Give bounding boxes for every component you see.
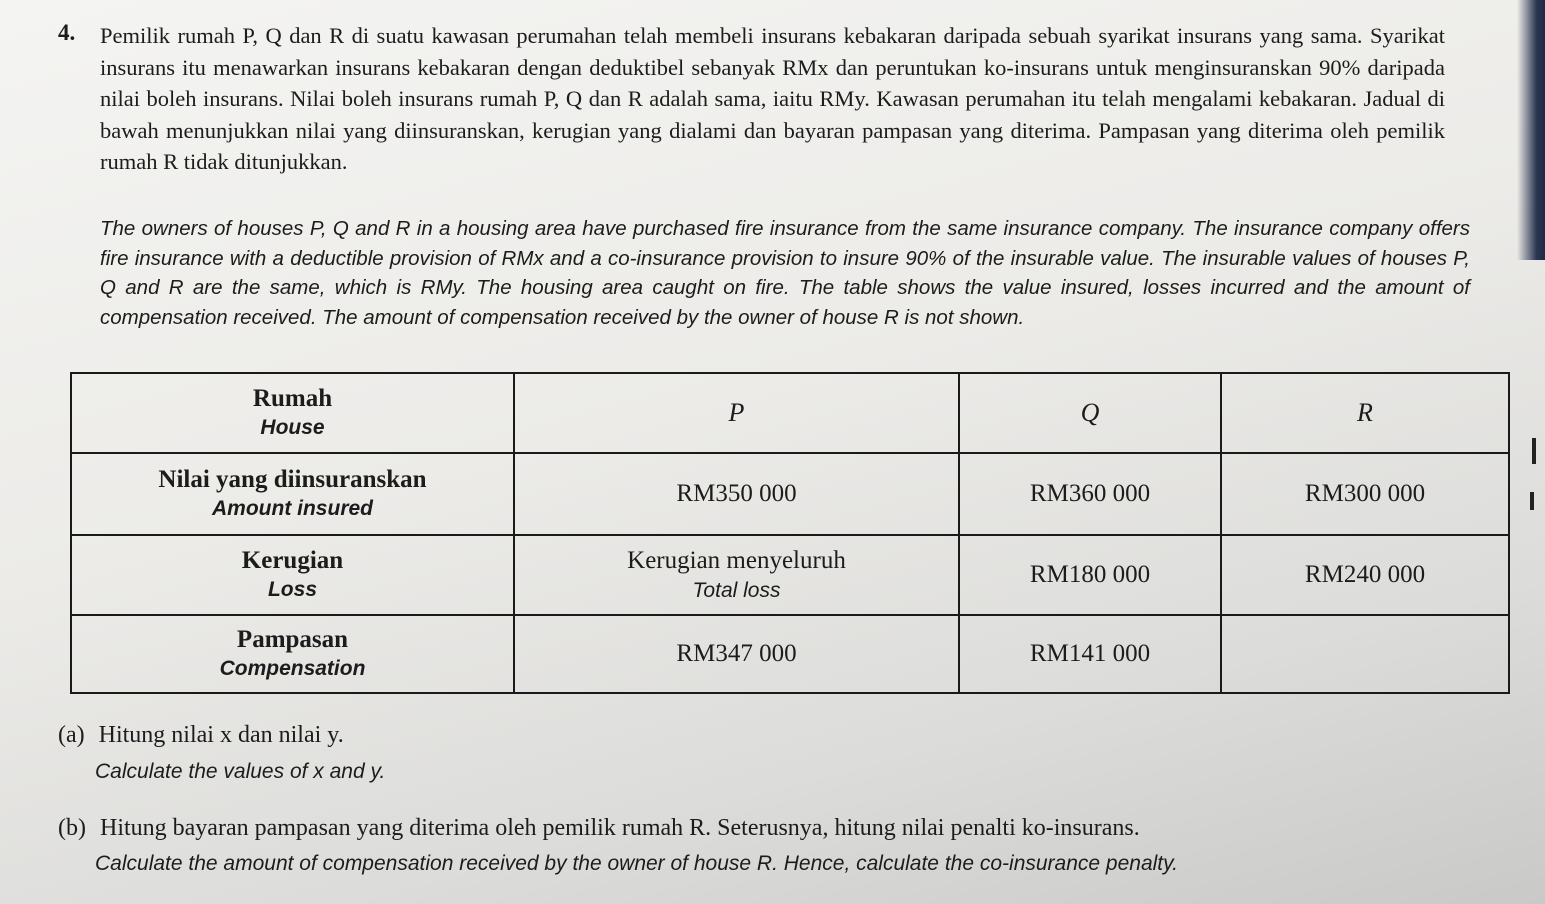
part-a	[58, 722, 344, 749]
question-number: 4.	[58, 20, 76, 45]
part-a-label: (a)	[58, 722, 85, 748]
margin-mark	[1532, 438, 1536, 464]
cell-r-loss: RM240 000	[1221, 535, 1509, 615]
page-edge-shadow	[1517, 0, 1545, 260]
header-house-label-en: House	[260, 416, 325, 439]
margin-mark	[1530, 492, 1534, 510]
row-label-cell	[71, 615, 514, 693]
cell-r-amount-insured: RM300 000	[1221, 453, 1509, 535]
cell-p-amount-insured: RM350 000	[514, 453, 959, 535]
part-a-text-en: Calculate the values of x and y.	[95, 760, 386, 783]
header-house-cell	[71, 373, 514, 453]
row-label-en: Compensation	[219, 657, 366, 680]
table-row-compensation	[71, 615, 1509, 693]
question-paragraph-english: The owners of houses P, Q and R in a housing area have purchased fire insurance from the same insurance company. The insurance company offers fire insurance with a deductible provision of RMx and a co-insurance provision to insure 90% of the insurable value. The insurable values of houses P, Q and R are the same, which is RMy. The housing area caught on fire. The table shows the value insured, losses incurred and the amount of compensation received. The amount of compensation received by the owner of house R is not shown.	[100, 217, 1470, 329]
header-col-q: Q	[959, 373, 1221, 453]
cell-p-loss-ms: Kerugian menyeluruh	[627, 547, 846, 574]
row-label-cell	[71, 453, 514, 535]
cell-q-compensation: RM141 000	[959, 615, 1221, 693]
row-label-ms: Pampasan	[236, 626, 349, 653]
row-label-ms: Nilai yang diinsuranskan	[158, 466, 427, 493]
row-label-en: Loss	[267, 578, 317, 601]
cell-r-compensation	[1221, 615, 1509, 693]
part-b-label: (b)	[58, 815, 86, 841]
header-col-r: R	[1221, 373, 1509, 453]
part-a-text-ms: Hitung nilai x dan nilai y.	[98, 722, 344, 748]
cell-p-loss	[514, 535, 959, 615]
header-house-label-ms: Rumah	[252, 385, 333, 412]
cell-p-loss-en: Total loss	[692, 579, 781, 602]
table-header-row	[71, 373, 1509, 453]
cell-p-compensation: RM347 000	[514, 615, 959, 693]
table-row-amount-insured	[71, 453, 1509, 535]
row-label-en: Amount insured	[212, 497, 373, 520]
header-col-p: P	[514, 373, 959, 453]
part-b-text-en: Calculate the amount of compensation received by the owner of house R. Hence, calculate the co-insurance penalty.	[95, 852, 1178, 875]
cell-q-loss: RM180 000	[959, 535, 1221, 615]
row-label-cell	[71, 535, 514, 615]
cell-q-amount-insured: RM360 000	[959, 453, 1221, 535]
insurance-table	[70, 372, 1510, 694]
question-paragraph-malay: Pemilik rumah P, Q dan R di suatu kawasan perumahan telah membeli insurans kebakaran daripada sebuah syarikat insurans yang sama. Syarikat insurans itu menawarkan insurans kebakaran dengan deduktibel sebanyak RMx dan peruntukan ko-insurans untuk menginsuranskan 90% daripada nilai boleh insurans. Nilai boleh insurans rumah P, Q dan R adalah sama, iaitu RMy. Kawasan perumahan itu telah mengalami kebakaran. Jadual di bawah menunjukkan nilai yang diinsuranskan, kerugian yang dialami dan bayaran pampasan yang diterima. Pampasan yang diterima oleh pemilik rumah R tidak ditunjukkan.	[100, 23, 1445, 174]
row-label-ms: Kerugian	[241, 547, 344, 574]
table-row-loss	[71, 535, 1509, 615]
part-b	[58, 815, 1140, 842]
part-b-text-ms: Hitung bayaran pampasan yang diterima oleh pemilik rumah R. Seterusnya, hitung nilai penalti ko-insurans.	[99, 815, 1140, 841]
